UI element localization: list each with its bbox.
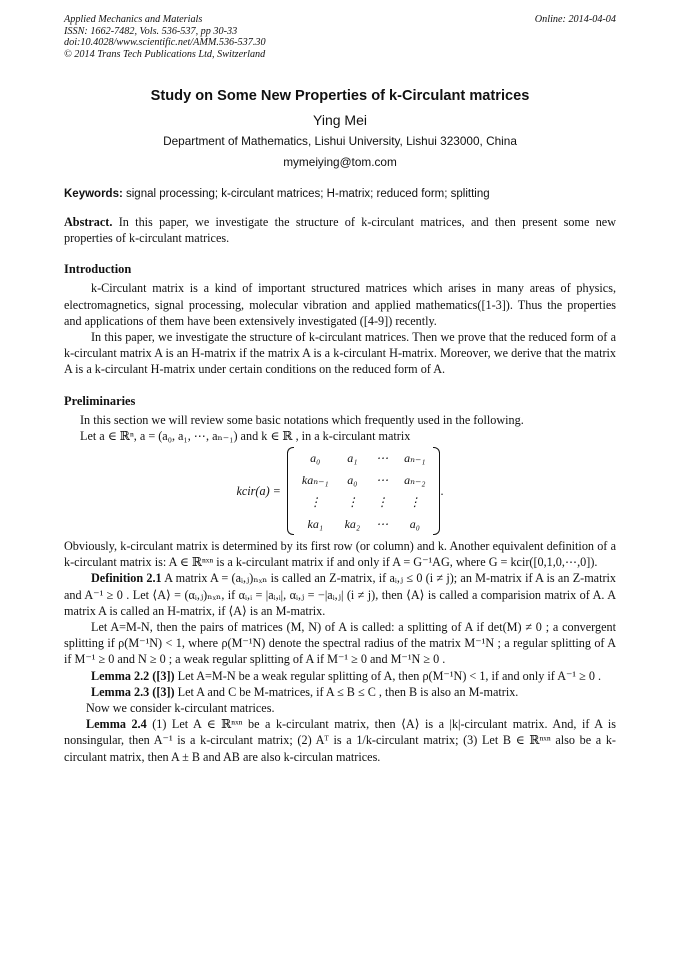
lemma-2-4-text: (1) Let A ∈ ℝⁿˣⁿ be a k-circulant matrix, then ⟨A⟩ is a |k|-circulant matrix. And, if A is nonsingular, then A⁻¹ is a k-circulant matrix; (2) Aᵀ is a 1/k-circulant matrix; (3) Let B ∈ ℝⁿˣⁿ also be a k-circulant matrix, then A ± B and AB are also k-circulan matrices.	[64, 717, 617, 764]
matrix-row	[294, 447, 434, 469]
lemma-2-3-text: Let A and C be M-matrices, if A ≤ B ≤ C , then B is also an M-matrix.	[177, 684, 519, 699]
author-name: Ying Mei	[313, 112, 367, 128]
paper-page	[64, 14, 616, 765]
keywords	[64, 188, 616, 200]
lemma-2-2	[64, 668, 616, 684]
definition-2-1-text: A matrix A = (aᵢ,ⱼ)ₙₓₙ is called an Z-matrix, if aᵢ,ⱼ ≤ 0 (i ≠ j); an M-matrix if A is an Z-matrix and A⁻¹ ≥ 0 . Let ⟨A⟩ = (αᵢ,ⱼ)ₙₓₙ, if αᵢ,ᵢ = |aᵢ,ᵢ|, αᵢ,ⱼ = −|aᵢ,ⱼ| (i ≠ j), then ⟨A⟩ is called a comparision matrix of A. A matrix A is called an H-matrix, if ⟨A⟩ is an M-matrix.	[64, 571, 617, 618]
online-date: Online: 2014-04-04	[534, 14, 616, 25]
matrix-cell: ⋮	[376, 494, 389, 509]
section-heading-preliminaries: Preliminaries	[64, 393, 136, 408]
matrix-left-bracket	[287, 447, 294, 535]
matrix-cell: ⋮	[346, 494, 359, 509]
section-heading-introduction: Introduction	[64, 262, 132, 277]
matrix-cell: ⋯	[376, 472, 389, 487]
author-email: mymeiying@tom.com	[283, 155, 397, 169]
matrix-cell: ⋮	[309, 494, 322, 509]
now-consider-line: Now we consider k-circulant matrices.	[86, 701, 275, 716]
keywords-label: Keywords:	[64, 188, 123, 200]
matrix-right-bracket	[433, 447, 440, 535]
lemma-2-4	[64, 716, 616, 765]
matrix-row	[294, 469, 434, 491]
kcir-matrix-equation	[64, 447, 616, 535]
matrix-cell: aₙ₋₂	[404, 472, 426, 487]
splitting-paragraph: Let A=M-N, then the pairs of matrices (M, N) of A is called: a splitting of A if det(M) ≠ 0 ; a convergent splitting if ρ(M⁻¹N) < 1, where ρ(M⁻¹N) denote the spectral radius of the matrix M⁻¹N ; a regular splitting of A if M⁻¹ ≥ 0 and N ≥ 0 ; a weak regular splitting of A if M⁻¹ ≥ 0 and M⁻¹N ≥ 0 .	[64, 620, 616, 667]
journal-header	[64, 14, 616, 60]
intro-paragraph-1: k-Circulant matrix is a kind of important structured matrices which arises in many areas of physics, electromagnetics, signal processing, molecular vibration and applied mathematics([1-3]). Thus the properties and applications of them have been extensively investigated ([4-9]) recently.	[64, 281, 616, 328]
matrix-cell: kaₙ₋₁	[301, 472, 329, 487]
doi-line: doi:10.4028/www.scientific.net/AMM.536-537.30	[64, 37, 266, 48]
matrix-cell: a₀	[347, 472, 358, 487]
lemma-2-2-text: Let A=M-N be a weak regular splitting of A, then ρ(M⁻¹N) < 1, if and only if A⁻¹ ≥ 0 .	[177, 668, 602, 683]
matrix-cell: a₁	[347, 450, 358, 465]
lemma-2-4-label: Lemma 2.4	[86, 717, 147, 732]
affiliation: Department of Mathematics, Lishui University, Lishui 323000, China	[163, 134, 517, 148]
keywords-text: signal processing; k-circulant matrices; H-matrix; reduced form; splitting	[126, 188, 490, 200]
kcir-matrix	[287, 447, 444, 535]
definition-2-1-label: Definition 2.1	[91, 571, 162, 586]
prelim-paragraph-1: In this section we will review some basic notations which frequently used in the following.	[80, 412, 524, 427]
matrix-cell: a₀	[409, 516, 420, 531]
definition-2-1	[64, 570, 616, 619]
copyright-line: © 2014 Trans Tech Publications Ltd, Switzerland	[64, 48, 266, 60]
matrix-cell: a₀	[310, 450, 321, 465]
matrix-cell: ka₂	[344, 516, 361, 531]
lemma-2-3	[64, 684, 616, 700]
abstract	[64, 214, 616, 246]
prelim-paragraph-2: Let a ∈ ℝⁿ, a = (a₀, a₁, ⋯, aₙ₋₁) and k ∈ ℝ , in a k-circulant matrix	[80, 428, 411, 443]
matrix-row	[294, 513, 434, 535]
paper-title: Study on Some New Properties of k-Circulant matrices	[150, 88, 530, 104]
matrix-cell: ⋯	[376, 450, 389, 465]
matrix-row	[294, 491, 434, 513]
abstract-text: In this paper, we investigate the structure of k-circulant matrices, and then present some new properties of k-circulant matrices.	[64, 215, 616, 246]
matrix-cell: ⋮	[408, 494, 421, 509]
journal-name: Applied Mechanics and Materials	[64, 14, 203, 25]
matrix-cell: aₙ₋₁	[404, 450, 426, 465]
prelim-paragraph-3: Obviously, k-circulant matrix is determined by its first row (or column) and k. Another equivalent definition of a k-circulant matrix is: A ∈ ℝⁿˣⁿ is a k-circulant matrix if and only if A = G⁻¹AG, where G = kcir([0,1,0,⋯,0]).	[64, 539, 616, 570]
lemma-2-2-label: Lemma 2.2 ([3])	[91, 668, 175, 683]
matrix-period: .	[440, 483, 444, 498]
matrix-cell: ka₁	[307, 516, 323, 531]
abstract-label: Abstract.	[64, 215, 113, 229]
matrix-cell: ⋯	[376, 516, 389, 531]
issn-line: ISSN: 1662-7482, Vols. 536-537, pp 30-33	[64, 25, 238, 37]
lemma-2-3-label: Lemma 2.3 ([3])	[91, 684, 175, 699]
intro-paragraph-2: In this paper, we investigate the structure of k-circulant matrices. Then we prove that the reduced form of a k-circulant matrix A is an H-matrix if the matrix A is a k-circulant H-matrix. Moreover, we derive that the matrix A is a k-circulant H-matrix under certain conditions on the reduced form of A.	[64, 330, 616, 377]
matrix-lhs: kcir(a) =	[236, 483, 281, 498]
matrix-body	[294, 447, 434, 535]
